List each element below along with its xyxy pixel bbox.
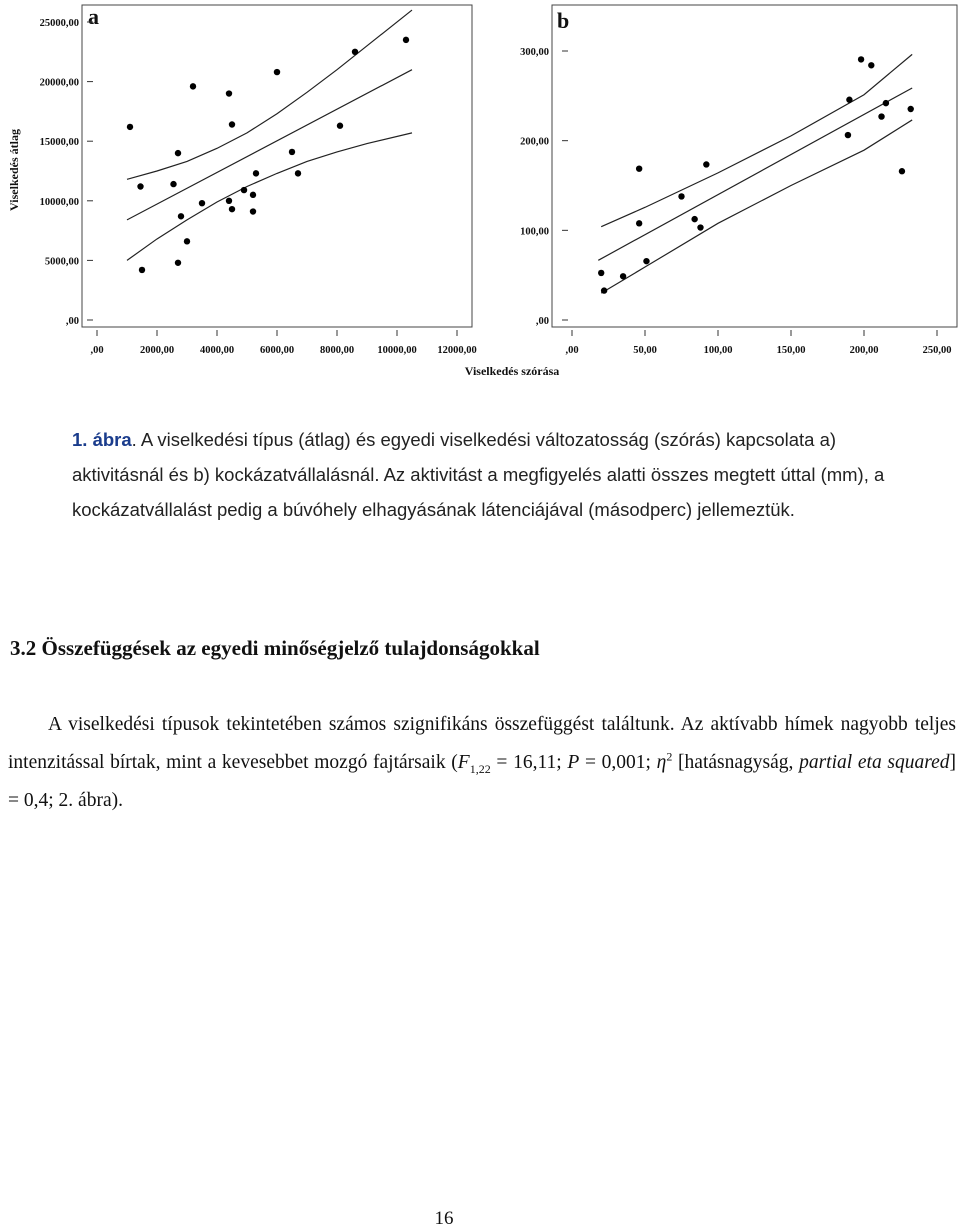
data-point — [274, 69, 280, 75]
data-point — [175, 150, 181, 156]
x-tick-label: 8000,00 — [319, 345, 355, 356]
data-point — [137, 183, 143, 189]
panel-a-frame — [82, 5, 472, 327]
data-point — [241, 187, 247, 193]
y-tick-label: 300,00 — [520, 47, 549, 58]
x-tick-label: ,00 — [565, 345, 579, 356]
data-point — [253, 170, 259, 176]
x-tick-label: 6000,00 — [259, 345, 295, 356]
y-tick-label: 5000,00 — [44, 256, 79, 268]
data-point — [703, 161, 709, 167]
data-point — [868, 62, 874, 68]
data-point — [127, 124, 133, 130]
para-text-4: [hatásnagyság, — [672, 752, 800, 773]
data-point — [250, 192, 256, 198]
para-text-5: ] = 0,4; 2. ábra). — [8, 752, 956, 811]
x-tick-label: 4000,00 — [199, 345, 235, 356]
data-point — [175, 260, 181, 266]
italic-term: partial eta squared — [799, 752, 950, 773]
x-tick-label: 10000,00 — [377, 345, 417, 356]
data-point — [229, 121, 235, 127]
x-tick-label: 50,00 — [633, 345, 657, 356]
data-point — [899, 168, 905, 174]
y-tick-label: 100,00 — [520, 226, 549, 238]
y-tick-label: 25000,00 — [39, 18, 79, 29]
body-paragraph — [8, 706, 956, 820]
panel-a-letter: a — [88, 4, 99, 29]
data-point — [636, 165, 642, 171]
data-point — [678, 193, 684, 199]
x-tick-label: 100,00 — [703, 345, 733, 356]
panel-b — [520, 5, 957, 356]
caption-text: . A viselkedési típus (átlag) és egyedi viselkedési változatosság (szórás) kapcsolata a) aktivitásnál és b) kockázatvállalásnál. Az aktivitást a megfigyelés alatti összes megtett úttal (mm), a kockázatvállalást pedig a búvóhely elhagyásának látenciájával (másodperc) jellemeztük. — [72, 429, 885, 520]
x-tick-label: 12000,00 — [437, 345, 477, 356]
data-point — [846, 97, 852, 103]
data-point — [184, 238, 190, 244]
x-tick-label: 2000,00 — [139, 345, 175, 356]
panel-b-frame — [552, 5, 957, 327]
data-point — [170, 181, 176, 187]
section-heading: 3.2 Összefüggések az egyedi minőségjelző tulajdonságokkal — [10, 636, 540, 660]
data-point — [250, 208, 256, 214]
data-point — [352, 49, 358, 55]
y-tick-label: 10000,00 — [39, 196, 79, 208]
figure-caption — [72, 422, 902, 527]
data-point — [636, 220, 642, 226]
data-point — [908, 106, 914, 112]
data-point — [598, 270, 604, 276]
x-axis-title: Viselkedés szórása — [464, 364, 560, 378]
y-tick-label: 15000,00 — [39, 137, 79, 149]
page-number: 16 — [434, 1208, 454, 1229]
p-symbol: P — [567, 752, 580, 773]
figure-1 — [0, 0, 960, 385]
data-point — [226, 198, 232, 204]
data-point — [620, 273, 626, 279]
data-point — [226, 90, 232, 96]
data-point — [845, 132, 851, 138]
data-point — [697, 224, 703, 230]
data-point — [229, 206, 235, 212]
x-tick-label: 200,00 — [849, 345, 879, 356]
eta-symbol: η — [656, 752, 667, 773]
data-point — [178, 213, 184, 219]
data-point — [295, 170, 301, 176]
data-point — [199, 200, 205, 206]
data-point — [691, 216, 697, 222]
stat-df: 1,22 — [469, 761, 491, 776]
data-point — [403, 37, 409, 43]
data-point — [858, 56, 864, 62]
para-text-1: A viselkedési típusok tekintetében számos szignifikáns összefüggést találtunk. Az aktívabb hímek nagyobb teljes intenzitással bírtak, mint a kevesebbet mozgó fajtársaik ( — [8, 714, 956, 773]
panel-a-y-axis-title: Viselkedés átlag — [7, 129, 21, 211]
stat-symbol: F — [457, 752, 470, 773]
x-tick-label: ,00 — [90, 345, 104, 356]
panel-b-letter: b — [557, 8, 570, 33]
data-point — [878, 113, 884, 119]
para-text-3: = 0,001; — [579, 752, 657, 773]
data-point — [643, 258, 649, 264]
y-tick-label: ,00 — [65, 316, 79, 327]
figure-1-chart — [0, 0, 960, 385]
panel-a — [7, 4, 477, 356]
caption-label: 1. ábra — [72, 429, 132, 450]
data-point — [883, 100, 889, 106]
data-point — [139, 267, 145, 273]
x-tick-label: 150,00 — [776, 345, 806, 356]
data-point — [190, 83, 196, 89]
para-text-2: = 16,11; — [490, 752, 568, 773]
y-tick-label: ,00 — [535, 316, 549, 327]
data-point — [337, 123, 343, 129]
x-tick-label: 250,00 — [922, 345, 952, 356]
data-point — [601, 287, 607, 293]
y-tick-label: 200,00 — [520, 136, 549, 148]
data-point — [289, 149, 295, 155]
y-tick-label: 20000,00 — [39, 77, 79, 89]
eta-exponent: 2 — [666, 749, 673, 764]
